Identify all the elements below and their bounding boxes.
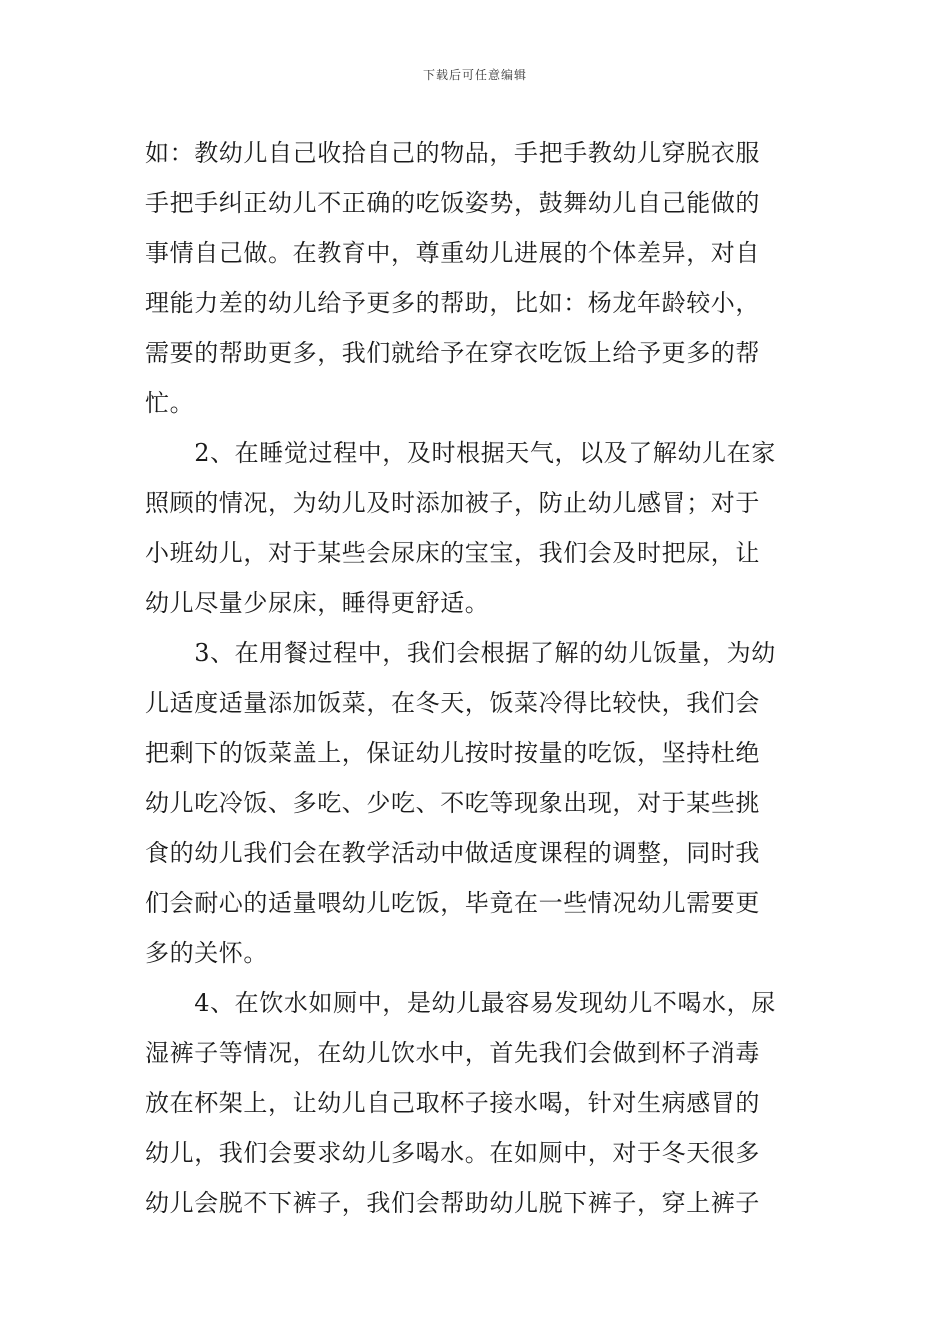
text-line: 湿裤子等情况，在幼儿饮水中，首先我们会做到杯子消毒 — [145, 1039, 760, 1067]
text-line: 手把手纠正幼儿不正确的吃饭姿势，鼓舞幼儿自己能做的 — [145, 189, 760, 217]
text-line: 2、在睡觉过程中，及时根据天气，以及了解幼儿在家 — [145, 439, 776, 467]
paragraph — [145, 428, 810, 628]
page-header: 下载后可任意编辑 — [422, 68, 527, 82]
text-line: 幼儿会脱不下裤子，我们会帮助幼儿脱下裤子，穿上裤子 — [145, 1189, 760, 1217]
document-body — [145, 128, 810, 1228]
text-line: 儿适度适量添加饭菜，在冬天，饭菜冷得比较快，我们会 — [145, 689, 760, 717]
text-line: 幼儿尽量少尿床，睡得更舒适。 — [145, 589, 490, 617]
text-line: 幼儿吃冷饭、多吃、少吃、不吃等现象出现，对于某些挑 — [145, 789, 760, 817]
text-line: 放在杯架上，让幼儿自己取杯子接水喝，针对生病感冒的 — [145, 1089, 760, 1117]
paragraph — [145, 628, 810, 978]
text-line: 4、在饮水如厕中，是幼儿最容易发现幼儿不喝水，尿 — [145, 989, 776, 1017]
text-line: 小班幼儿，对于某些会尿床的宝宝，我们会及时把尿，让 — [145, 539, 760, 567]
text-line: 需要的帮助更多，我们就给予在穿衣吃饭上给予更多的帮 — [145, 339, 760, 367]
text-line: 幼儿，我们会要求幼儿多喝水。在如厕中，对于冬天很多 — [145, 1139, 760, 1167]
text-line: 事情自己做。在教育中，尊重幼儿进展的个体差异，对自 — [145, 239, 760, 267]
paragraph — [145, 978, 810, 1228]
text-line: 食的幼儿我们会在教学活动中做适度课程的调整，同时我 — [145, 839, 760, 867]
text-line: 忙。 — [145, 389, 195, 417]
text-line: 如：教幼儿自己收拾自己的物品，手把手教幼儿穿脱衣服 — [145, 139, 760, 167]
paragraph — [145, 128, 810, 428]
text-line: 们会耐心的适量喂幼儿吃饭，毕竟在一些情况幼儿需要更 — [145, 889, 760, 917]
text-line: 理能力差的幼儿给予更多的帮助，比如：杨龙年龄较小， — [145, 289, 760, 317]
text-line: 多的关怀。 — [145, 939, 268, 967]
text-line: 3、在用餐过程中，我们会根据了解的幼儿饭量，为幼 — [145, 639, 776, 667]
text-line: 照顾的情况，为幼儿及时添加被子，防止幼儿感冒；对于 — [145, 489, 760, 517]
text-line: 把剩下的饭菜盖上，保证幼儿按时按量的吃饭，坚持杜绝 — [145, 739, 760, 767]
